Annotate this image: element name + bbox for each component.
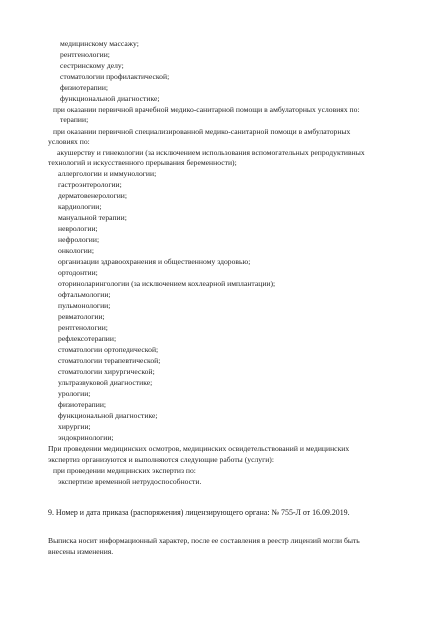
list-item: стоматологии терапевтической; bbox=[58, 356, 161, 365]
list-item-continued: технологий и искусственного прерывания беременности); bbox=[48, 158, 237, 167]
list-item: стоматологии профилактической; bbox=[60, 72, 170, 81]
list-item: стоматологии ортопедической; bbox=[58, 345, 159, 354]
list-item: кардиологии; bbox=[58, 202, 102, 211]
list-item: дерматовенерологии; bbox=[58, 191, 128, 200]
list-item: акушерству и гинекологии (за исключением использования вспомогательных репродуктивных bbox=[57, 148, 365, 157]
sub-intro: при проведении медицинских экспертиз по: bbox=[53, 466, 196, 475]
list-item: оториноларингологии (за исключением кохлеарной имплантации); bbox=[58, 279, 276, 288]
list-item: рентгенологии; bbox=[58, 323, 108, 332]
list-item: ультразвуковой диагностике; bbox=[58, 378, 153, 387]
list-item: функциональной диагностике; bbox=[58, 411, 158, 420]
section-intro-continued: экспертиз организуются и выполняются следующие работы (услуги): bbox=[48, 455, 274, 464]
list-item: аллергологии и иммунологии; bbox=[58, 169, 157, 178]
list-item: рефлексотерапии; bbox=[58, 334, 117, 343]
list-item: физиотерапии; bbox=[60, 83, 109, 92]
section-intro: при оказании первичной врачебной медико-санитарной помощи в амбулаторных условиях по: bbox=[53, 105, 360, 114]
list-item: физиотерапии; bbox=[58, 400, 107, 409]
list-item: ортодонтии; bbox=[58, 268, 98, 277]
disclaimer-line: Выписка носит информационный характер, после ее составления в реестр лицензий могли быть bbox=[48, 536, 360, 545]
list-item: функциональной диагностике; bbox=[60, 94, 160, 103]
list-item: стоматологии хирургической; bbox=[58, 367, 155, 376]
list-item: гастроэнтерологии; bbox=[58, 180, 122, 189]
section-intro: При проведении медицинских осмотров, медицинских освидетельствований и медицинских bbox=[48, 444, 350, 453]
list-item: мануальной терапии; bbox=[58, 213, 127, 222]
list-item: онкологии; bbox=[58, 246, 94, 255]
list-item: урологии; bbox=[58, 389, 91, 398]
section-intro-continued: условиях по: bbox=[48, 137, 90, 146]
list-item: нефрологии; bbox=[58, 235, 100, 244]
list-item: ревматологии; bbox=[58, 312, 105, 321]
list-item: организации здравоохранения и общественному здоровью; bbox=[58, 257, 251, 266]
list-item: терапии; bbox=[60, 115, 89, 124]
list-item: медицинскому массажу; bbox=[60, 39, 139, 48]
list-item: экспертизе временной нетрудоспособности. bbox=[58, 477, 202, 486]
section-intro: при оказании первичной специализированной медико-санитарной помощи в амбулаторных bbox=[53, 127, 351, 136]
list-item: эндокринологии; bbox=[58, 433, 114, 442]
list-item: хирургии; bbox=[58, 422, 91, 431]
license-order-line: 9. Номер и дата приказа (распоряжения) лицензирующего органа: № 755-Л от 16.09.2019. bbox=[48, 508, 350, 517]
list-item: неврологии; bbox=[58, 224, 98, 233]
list-item: офтальмологии; bbox=[58, 290, 111, 299]
disclaimer-line-continued: внесены изменения. bbox=[48, 547, 114, 556]
list-item: рентгенологии; bbox=[60, 50, 110, 59]
list-item: пульмонологии; bbox=[58, 301, 111, 310]
list-item: сестринскому делу; bbox=[60, 61, 124, 70]
